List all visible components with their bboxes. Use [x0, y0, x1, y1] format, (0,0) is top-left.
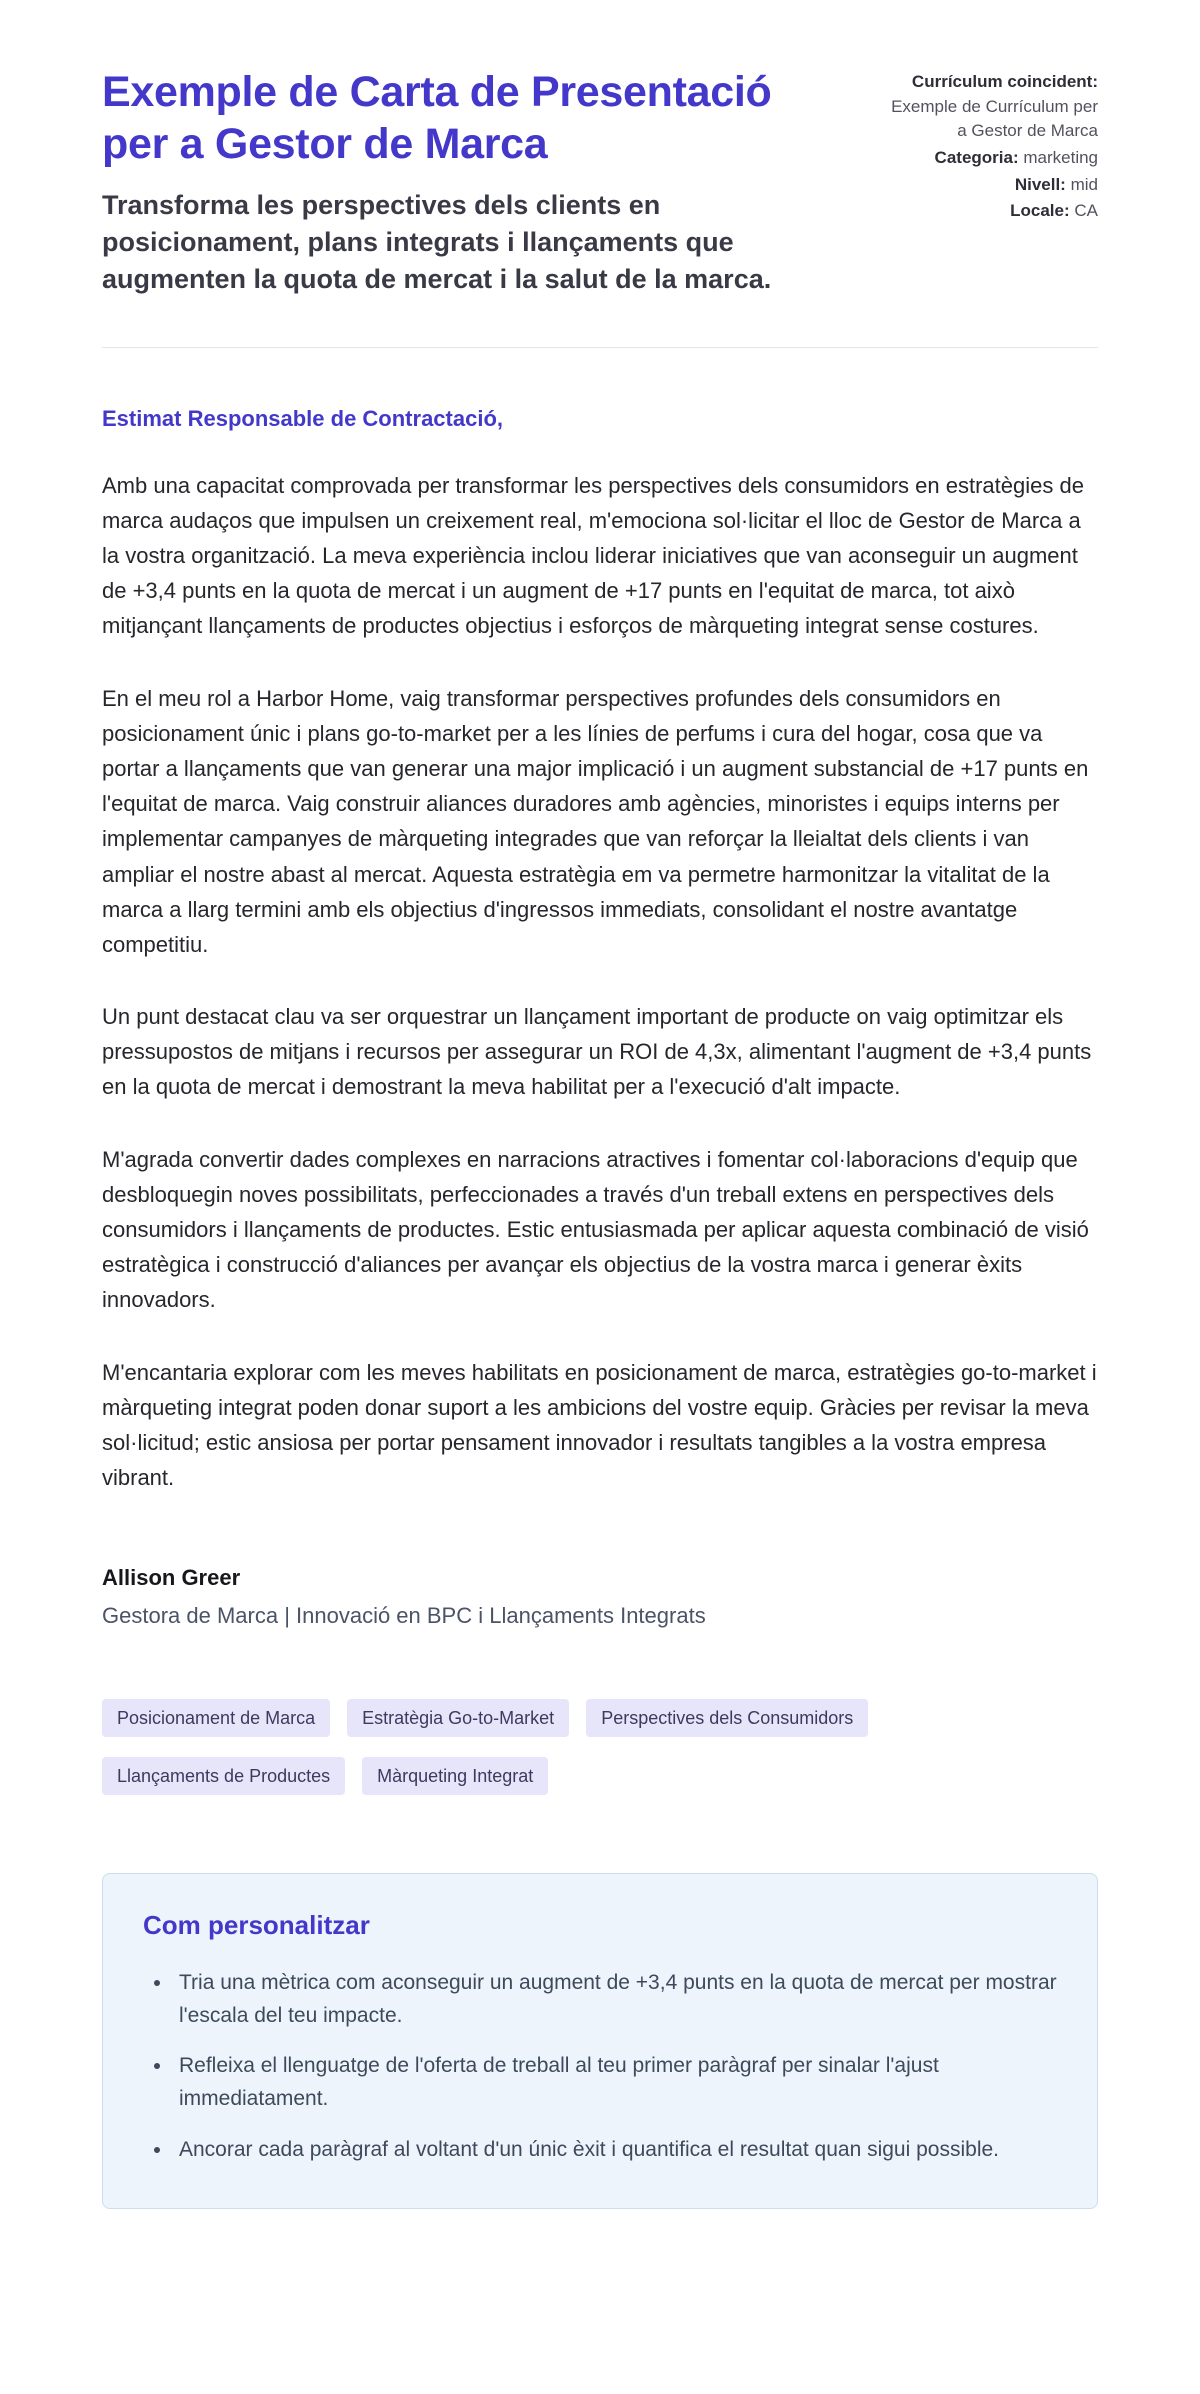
meta-row: [880, 173, 1098, 198]
tag-chip: Màrqueting Integrat: [362, 1757, 548, 1795]
tag-list: [102, 1699, 1098, 1795]
meta-row: [880, 199, 1098, 224]
header-title-block: [102, 66, 808, 299]
letter-body: [102, 406, 1098, 2209]
tip-item: • Refleixa el llenguatge de l'oferta de treball al teu primer paràgraf per sinalar l'ajust immediatament.: [173, 2050, 1057, 2115]
tip-item: • Ancorar cada paràgraf al voltant d'un únic èxit i quantifica el resultat quan sigui possible.: [173, 2134, 1057, 2167]
tag-chip: Llançaments de Productes: [102, 1757, 345, 1795]
letter-paragraph: Amb una capacitat comprovada per transformar les perspectives dels consumidors en estratègies de marca audaços que impulsen un creixement real, m'emociona sol·licitar el lloc de Gestor de Marca a la vostra organització. La meva experiència inclou liderar iniciatives que van aconseguir un augment de +3,4 punts en la quota de mercat i un augment de +17 punts en l'equitat de marca, tot això mitjançant llançaments de productes objectius i esforços de màrqueting integrat sense costures.: [102, 472, 1084, 639]
letter-paragraph: Un punt destacat clau va ser orquestrar un llançament important de producte on vaig optimitzar els pressupostos de mitjans i recursos per assegurar un ROI de 4,3x, alimentant l'augment de +3,4 punts en la quota de mercat i demostrant la meva habilitat per a l'execució d'alt impacte.: [102, 1004, 1092, 1100]
tag-chip: Estratègia Go-to-Market: [347, 1699, 569, 1737]
signature-name: Allison Greer: [102, 1565, 241, 1591]
meta-value: mid: [1070, 174, 1098, 194]
tips-list: [143, 1967, 1057, 2166]
tips-title: Com personalitzar: [143, 1910, 370, 1941]
tips-panel: [102, 1873, 1098, 2209]
tag-chip: Perspectives dels Consumidors: [586, 1699, 868, 1737]
meta-label: Currículum coincident:: [911, 72, 1098, 91]
header-divider: [102, 347, 1098, 348]
meta-label: Categoria:: [934, 147, 1019, 167]
page-title: Exemple de Carta de Presentació per a Gestor de Marca: [102, 68, 772, 169]
meta-row: [880, 70, 1098, 144]
letter-greeting: Estimat Responsable de Contractació,: [102, 405, 503, 431]
letter-paragraph: En el meu rol a Harbor Home, vaig transformar perspectives profundes dels consumidors en posicionament únic i plans go-to-market per a les línies de perfums i cura del hogar, cosa que va portar a llançaments que van generar una major implicació i un augment substancial de +17 punts en l'equitat de marca. Vaig construir aliances duradores amb agències, minoristes i equips interns per implementar campanyes de màrqueting integrades que van reforçar la lleialtat dels clients i van ampliar el nostre abast al mercat. Aquesta estratègia em va permetre harmonitzar la vitalitat de la marca a llarg termini amb els objectius d'ingressos immediats, consolidant el nostre avantatge competitiu.: [102, 685, 1089, 957]
signature-block: [102, 1565, 1098, 1629]
signature-role: Gestora de Marca | Innovació en BPC i Llançaments Integrats: [102, 1603, 706, 1629]
meta-value: marketing: [1023, 147, 1098, 167]
page-subtitle: Transforma les perspectives dels clients en posicionament, plans integrats i llançaments que augmenten la quota de mercat i la salut de la marca.: [102, 189, 772, 295]
letter-paragraph: M'agrada convertir dades complexes en narracions atractives i fomentar col·laboracions d'equip que desbloquegin noves possibilitats, perfeccionades a través d'un treball extens en perspectives dels consumidors i llançaments de productes. Estic entusiasmada per aplicar aquesta combinació de visió estratègica i construcció d'aliances per avançar els objectius de la vostra marca i generar èxits innovadors.: [102, 1146, 1089, 1313]
meta-row: [880, 146, 1098, 171]
meta-label: Locale:: [1010, 201, 1070, 221]
tip-item: • Tria una mètrica com aconseguir un augment de +3,4 punts en la quota de mercat per mostrar l'escala del teu impacte.: [173, 1967, 1057, 2032]
meta-block: [880, 66, 1098, 226]
page-container: [102, 0, 1098, 2309]
meta-value: Exemple de Currículum per a Gestor de Marca: [891, 96, 1098, 141]
meta-label: Nivell:: [1014, 174, 1066, 194]
page-header: [102, 66, 1098, 299]
tag-chip: Posicionament de Marca: [102, 1699, 330, 1737]
meta-value: CA: [1074, 201, 1098, 221]
letter-paragraph: M'encantaria explorar com les meves habilitats en posicionament de marca, estratègies go-to-market i màrqueting integrat poden donar suport a les ambicions del vostre equip. Gràcies per revisar la meva sol·licitud; estic ansiosa per portar pensament innovador i resultats tangibles a la vostra empresa vibrant.: [102, 1359, 1097, 1491]
